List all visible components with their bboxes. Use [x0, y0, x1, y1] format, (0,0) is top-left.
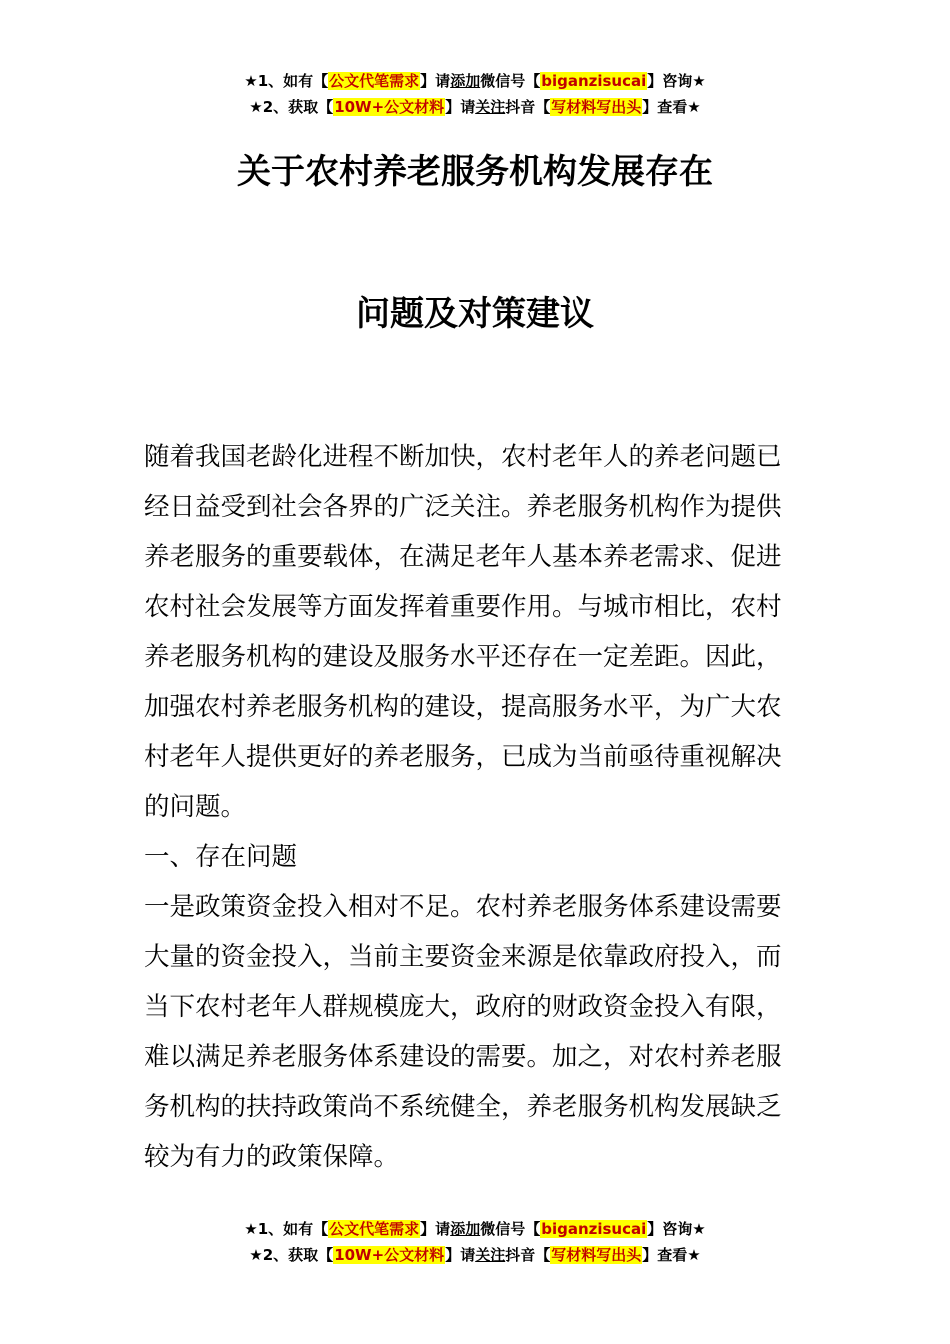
- paragraph-intro: 随着我国老龄化进程不断加快，农村老年人的养老问题已经日益受到社会各界的广泛关注。养老服务机构作为提供养老服务的重要载体，在满足老年人基本养老需求、促进农村社会发展等方面发挥着重要作用。与城市相比，农村养老服务机构的建设及服务水平还存在一定差距。因此，加强农村养老服务机构的建设，提高服务水平，为广大农村老年人提供更好的养老服务，已成为当前亟待重视解决的问题。: [144, 442, 782, 822]
- banner-emphasis: 添加: [450, 1220, 481, 1238]
- header-banner: [0, 68, 950, 120]
- banner-emphasis: 关注: [475, 1246, 506, 1264]
- banner-text: 抖音【: [505, 1246, 551, 1264]
- section-heading: 一、存在问题: [144, 842, 298, 872]
- banner-line-2: [0, 94, 950, 120]
- banner-line-1: [0, 68, 950, 94]
- banner-highlight: 10W+公文材料: [334, 1246, 445, 1264]
- banner-highlight: 公文代笔需求: [329, 1220, 420, 1238]
- document-title-line-1: 关于农村养老服务机构发展存在: [237, 152, 713, 192]
- banner-highlight: 公文代笔需求: [329, 72, 420, 90]
- banner-text: 】查看★: [642, 1246, 701, 1264]
- banner-text: 微信号【: [480, 1220, 541, 1238]
- banner-highlight: biganzisucai: [541, 72, 647, 90]
- banner-highlight: biganzisucai: [541, 1220, 647, 1238]
- paragraph-problem-1: 一是政策资金投入相对不足。农村养老服务体系建设需要大量的资金投入，当前主要资金来源是依靠政府投入，而当下农村老年人群规模庞大，政府的财政资金投入有限，难以满足养老服务体系建设的需要。加之，对农村养老服务机构的扶持政策尚不系统健全，养老服务机构发展缺乏较为有力的政策保障。: [144, 892, 782, 1172]
- banner-emphasis: 添加: [450, 72, 481, 90]
- banner-text: ★1、如有【: [244, 72, 329, 90]
- banner-text: 抖音【: [505, 98, 551, 116]
- banner-text: 微信号【: [480, 72, 541, 90]
- banner-text: 】查看★: [642, 98, 701, 116]
- banner-text: 】咨询★: [647, 72, 706, 90]
- banner-highlight: 写材料写出头: [551, 98, 642, 116]
- banner-text: 】请: [420, 72, 451, 90]
- banner-line-2: [0, 1242, 950, 1268]
- banner-emphasis: 关注: [475, 98, 506, 116]
- banner-line-1: [0, 1216, 950, 1242]
- banner-text: 】请: [445, 98, 476, 116]
- banner-text: 】请: [420, 1220, 451, 1238]
- banner-text: 】咨询★: [647, 1220, 706, 1238]
- banner-text: ★2、获取【: [249, 1246, 334, 1264]
- footer-banner: [0, 1216, 950, 1268]
- banner-highlight: 写材料写出头: [551, 1246, 642, 1264]
- banner-text: ★1、如有【: [244, 1220, 329, 1238]
- document-title-line-2: 问题及对策建议: [356, 294, 594, 334]
- banner-text: ★2、获取【: [249, 98, 334, 116]
- document-body: [144, 432, 806, 1182]
- banner-highlight: 10W+公文材料: [334, 98, 445, 116]
- banner-text: 】请: [445, 1246, 476, 1264]
